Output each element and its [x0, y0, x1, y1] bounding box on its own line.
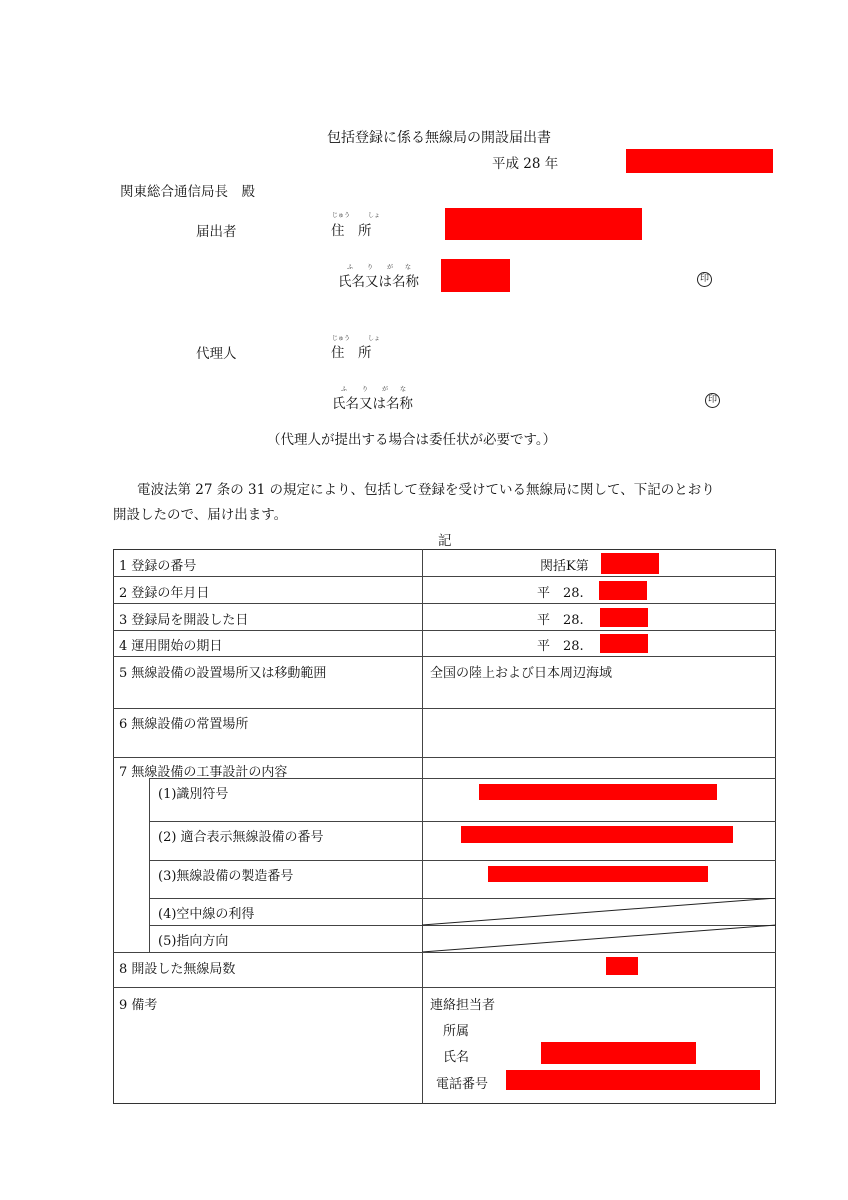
contact-name-label: 氏名: [443, 1050, 470, 1065]
body-line-1: 電波法第 27 条の 31 の規定により、包括して登録を受けている無線局に関して、下記のとおり: [137, 482, 715, 498]
row-label-registration-date: 2 登録の年月日: [119, 586, 210, 601]
redacted-identification-code: [479, 784, 717, 800]
row-divider: [113, 656, 776, 657]
agent-note: （代理人が提出する場合は委任状が必要です。）: [267, 432, 557, 448]
redacted-operation-start: [600, 634, 648, 653]
furigana-sho: しょ: [368, 335, 381, 342]
redacted-registration-date: [599, 581, 647, 600]
furigana-ga: が: [387, 264, 394, 271]
notifier-label: 届出者: [196, 224, 237, 240]
sub-label-antenna-gain: (4)空中線の利得: [158, 907, 255, 922]
redacted-station-count: [606, 957, 638, 975]
redacted-compliance-number: [461, 826, 733, 843]
sub-label-direction: (5)指向方向: [158, 934, 229, 949]
column-divider: [422, 549, 423, 1104]
furigana-na: な: [405, 264, 412, 271]
addressee: 関東総合通信局長 殿: [120, 184, 255, 200]
furigana-fu: ふ: [347, 264, 354, 271]
row-divider: [113, 630, 776, 631]
redacted-contact-phone: [506, 1070, 760, 1090]
value-operation-start-prefix: 平 28.: [537, 639, 584, 654]
diagonal-strike-lines: [422, 898, 776, 952]
body-line-2: 開設したので、届け出ます。: [113, 507, 288, 523]
row-divider: [113, 603, 776, 604]
redacted-contact-name: [541, 1042, 696, 1064]
redacted-notifier-address: [445, 208, 642, 240]
notifier-name-label: 氏名又は名称: [338, 274, 419, 290]
row-divider: [113, 757, 776, 758]
contact-affiliation-label: 所属: [443, 1024, 470, 1039]
redacted-date: [626, 149, 773, 173]
furigana-ga: が: [382, 386, 389, 393]
row-divider: [113, 576, 776, 577]
row-label-station-count: 8 開設した無線局数: [119, 962, 236, 977]
sub-label-compliance-number: (2) 適合表示無線設備の番号: [158, 830, 324, 845]
row-label-standing-location: 6 無線設備の常置場所: [119, 717, 249, 732]
agent-name-label: 氏名又は名称: [332, 396, 413, 412]
row-label-remarks: 9 備考: [119, 998, 158, 1013]
row-label-registration-number: 1 登録の番号: [119, 559, 197, 574]
seal-icon: 印: [705, 393, 720, 408]
value-registration-date-prefix: 平 28.: [537, 586, 584, 601]
row-divider: [113, 952, 776, 953]
furigana-sho: しょ: [368, 212, 381, 219]
row-divider: [149, 860, 776, 861]
redacted-opening-date: [600, 608, 648, 627]
redacted-registration-number: [601, 553, 659, 574]
agent-address-label: 住 所: [331, 345, 372, 361]
value-registration-number-prefix: 関括K第: [540, 559, 589, 574]
notifier-address-label: 住 所: [331, 223, 372, 239]
contact-heading: 連絡担当者: [430, 998, 496, 1013]
furigana-ju: じゅう: [332, 212, 351, 219]
value-installation-location: 全国の陸上および日本周辺海域: [430, 666, 613, 681]
sub-label-serial-number: (3)無線設備の製造番号: [158, 869, 294, 884]
row-divider: [113, 708, 776, 709]
seal-icon: 印: [697, 272, 712, 287]
row-label-opening-date: 3 登録局を開設した日: [119, 613, 249, 628]
value-opening-date-prefix: 平 28.: [537, 613, 584, 628]
row-divider: [113, 987, 776, 988]
furigana-na: な: [400, 386, 407, 393]
row-label-installation-location: 5 無線設備の設置場所又は移動範囲: [119, 666, 327, 681]
row-label-design-contents: 7 無線設備の工事設計の内容: [119, 765, 288, 780]
redacted-serial-number: [488, 866, 708, 882]
redacted-notifier-name: [441, 259, 510, 292]
row-divider: [149, 821, 776, 822]
furigana-ju: じゅう: [332, 335, 351, 342]
date-prefix: 平成 28 年: [492, 156, 559, 172]
sub-label-identification-code: (1)識別符号: [158, 787, 229, 802]
ki-label: 記: [438, 533, 452, 549]
furigana-fu: ふ: [341, 386, 348, 393]
row-label-operation-start: 4 運用開始の期日: [119, 639, 223, 654]
document-title: 包括登録に係る無線局の開設届出書: [327, 130, 551, 146]
agent-label: 代理人: [196, 346, 237, 362]
furigana-ri: り: [367, 264, 374, 271]
contact-phone-label: 電話番号: [436, 1077, 489, 1092]
furigana-ri: り: [362, 386, 369, 393]
